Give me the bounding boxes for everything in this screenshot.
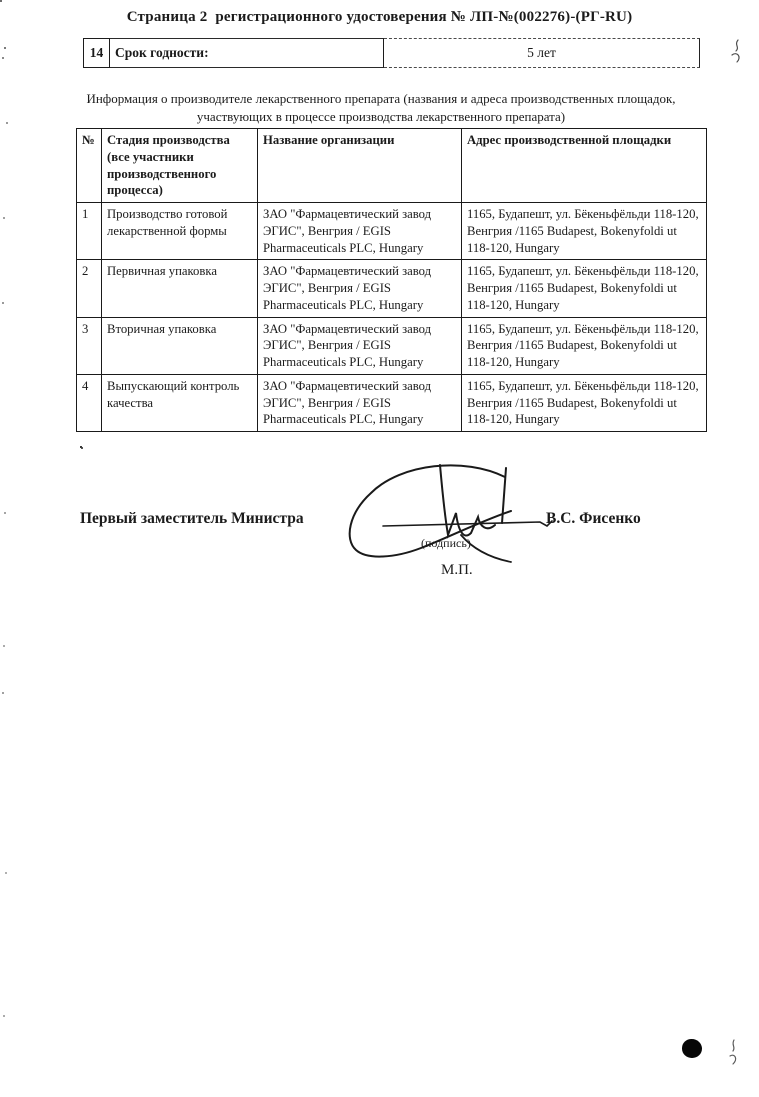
row-address: 1165, Будапешт, ул. Бёкеньфёльди 118-120, Венгрия /1165 Budapest, Bokenyfoldi ut 118-120, Hungary: [462, 260, 707, 317]
row-stage: Производство готовой лекарственной формы: [102, 203, 258, 260]
signature-caption: (подпись): [421, 536, 471, 550]
row-organization: ЗАО "Фармацевтический завод ЭГИС", Венгрия / EGIS Pharmaceuticals PLC, Hungary: [258, 317, 462, 374]
row-organization: ЗАО "Фармацевтический завод ЭГИС", Венгрия / EGIS Pharmaceuticals PLC, Hungary: [258, 260, 462, 317]
punch-hole-dot: [682, 1039, 702, 1058]
signer-position-title: Первый заместитель Министра: [80, 510, 304, 527]
table-row: [77, 260, 707, 317]
scan-artifact-bottom-right: [726, 1038, 742, 1066]
page-title: Страница 2 регистрационного удостоверения № ЛП-№(002276)-(РГ-RU): [126, 9, 633, 25]
shelf-life-label: Срок годности:: [110, 38, 384, 68]
header-number: №: [77, 129, 102, 203]
scan-noise-specks: [0, 0, 2, 2]
manufacturers-table: [76, 128, 707, 432]
row-stage: Выпускающий контроль качества: [102, 374, 258, 431]
table-row: [77, 374, 707, 431]
table-row: [77, 203, 707, 260]
row-address: 1165, Будапешт, ул. Бёкеньфёльди 118-120, Венгрия /1165 Budapest, Bokenyfoldi ut 118-120, Hungary: [462, 374, 707, 431]
stamp-place-label: М.П.: [441, 562, 473, 578]
row-number: 3: [77, 317, 102, 374]
manufacturer-info-intro: Информация о производителе лекарственного препарата (названия и адреса производственных площадок, участвующих в процессе производства лекарственного препарата): [86, 91, 676, 125]
row-number: 1: [77, 203, 102, 260]
row-address: 1165, Будапешт, ул. Бёкеньфёльди 118-120, Венгрия /1165 Budapest, Bokenyfoldi ut 118-120, Hungary: [462, 317, 707, 374]
shelf-life-value: 5 лет: [384, 38, 700, 68]
row-address: 1165, Будапешт, ул. Бёкеньфёльди 118-120, Венгрия /1165 Budapest, Bokenyfoldi ut 118-120, Hungary: [462, 203, 707, 260]
header-organization: Название организации: [258, 129, 462, 203]
row-organization: ЗАО "Фармацевтический завод ЭГИС", Венгрия / EGIS Pharmaceuticals PLC, Hungary: [258, 203, 462, 260]
header-address: Адрес производственной площадки: [462, 129, 707, 203]
row-stage: Первичная упаковка: [102, 260, 258, 317]
row-number: 2: [77, 260, 102, 317]
header-stage: Стадия производства (все участники производственного процесса): [102, 129, 258, 203]
table-row: [77, 317, 707, 374]
shelf-life-row: [83, 38, 700, 68]
row-stage: Вторичная упаковка: [102, 317, 258, 374]
table-header-row: [77, 129, 707, 203]
row-organization: ЗАО "Фармацевтический завод ЭГИС", Венгрия / EGIS Pharmaceuticals PLC, Hungary: [258, 374, 462, 431]
signer-name: В.С. Фисенко: [546, 510, 641, 527]
shelf-life-row-number: 14: [83, 38, 110, 68]
scan-artifact-top-right: [729, 38, 745, 64]
row-number: 4: [77, 374, 102, 431]
